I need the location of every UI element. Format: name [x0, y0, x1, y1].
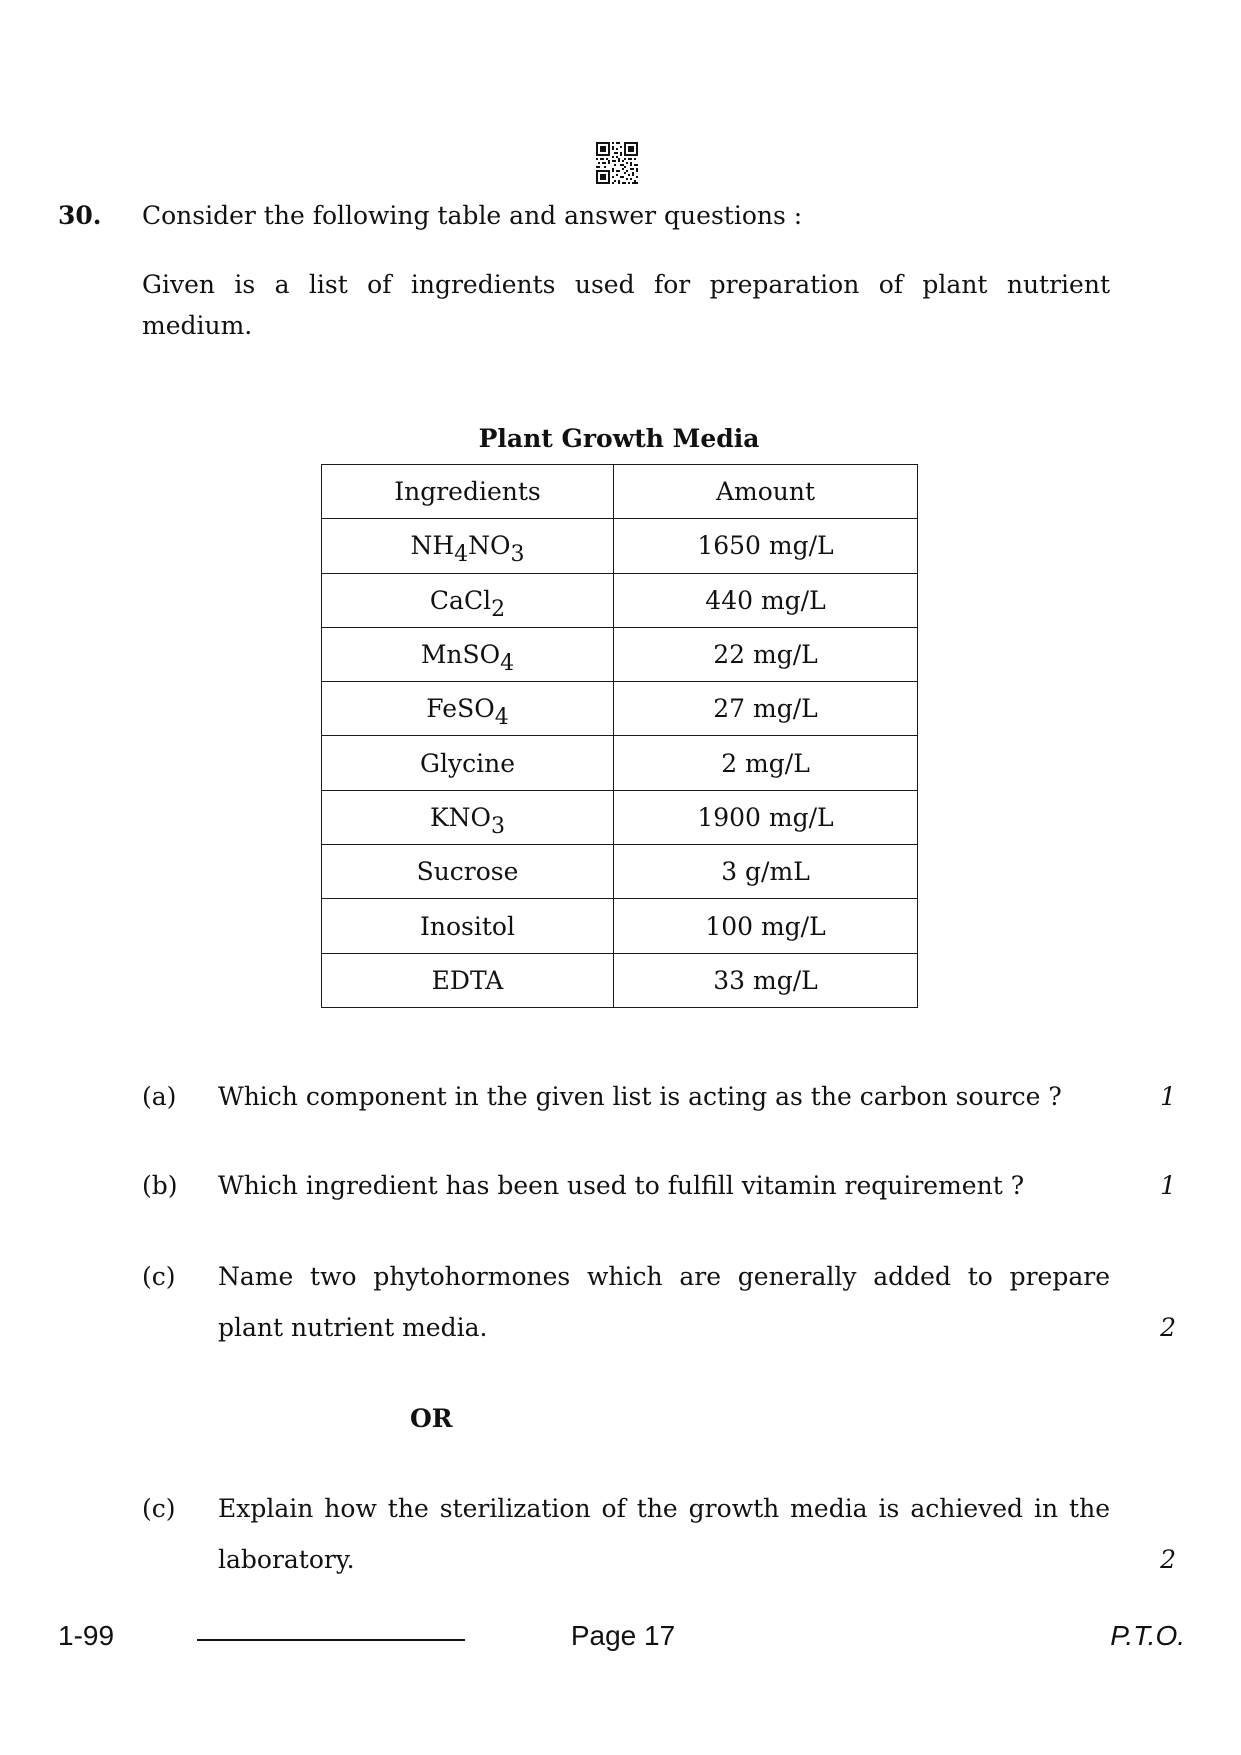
amount-cell: 3 g/mL	[614, 845, 918, 899]
table-row	[322, 845, 918, 899]
amount-cell: 1900 mg/L	[614, 790, 918, 844]
ingredient-cell	[322, 899, 614, 953]
ingredient-cell	[322, 736, 614, 790]
context-line: medium.	[142, 311, 253, 340]
table-row	[322, 573, 918, 627]
ingredient-cell	[322, 627, 614, 681]
marks-label: 2	[1160, 1312, 1176, 1342]
paper-code: 1-99	[58, 1620, 115, 1651]
ingredient-cell	[322, 682, 614, 736]
ingredient-cell	[322, 519, 614, 573]
formula-subscript: 4	[494, 705, 509, 731]
formula-subscript: 4	[500, 651, 515, 677]
formula-part: Sucrose	[416, 857, 519, 887]
formula-part: CaCl	[429, 585, 492, 615]
page-number: Page 17	[570, 1620, 676, 1651]
sub-question-label: (a)	[142, 1081, 177, 1111]
ingredient-cell	[322, 573, 614, 627]
question-context	[142, 264, 1110, 346]
formula-subscript: 3	[510, 542, 525, 568]
table-row	[322, 736, 918, 790]
sub-question-text	[218, 1251, 1110, 1353]
ingredient-cell	[322, 790, 614, 844]
please-turn-over: P.T.O.	[1110, 1620, 1185, 1651]
formula-part: NH	[410, 531, 455, 561]
sub-question-label: (b)	[142, 1170, 178, 1200]
formula-part: NO	[468, 531, 511, 561]
formula-part: EDTA	[431, 965, 504, 995]
amount-cell: 27 mg/L	[614, 682, 918, 736]
formula-part: Glycine	[420, 748, 515, 778]
table-row	[322, 519, 918, 573]
table-row	[322, 953, 918, 1007]
table-header-row	[322, 465, 918, 519]
sub-question-line: Which ingredient has been used to fulfill vitamin requirement ?	[218, 1170, 1025, 1200]
column-header-amount: Amount	[614, 465, 918, 519]
formula-subscript: 2	[491, 596, 506, 622]
sub-question-text	[218, 1160, 1110, 1211]
question-number: 30.	[58, 201, 102, 230]
formula-part: Inositol	[420, 911, 515, 941]
formula-subscript: 4	[454, 542, 469, 568]
sub-question-b	[142, 1160, 1176, 1211]
ingredient-cell	[322, 845, 614, 899]
ingredient-cell	[322, 953, 614, 1007]
amount-cell: 33 mg/L	[614, 953, 918, 1007]
formula-subscript: 3	[491, 813, 506, 839]
plant-growth-media-table	[321, 464, 918, 1008]
qr-code-icon	[596, 142, 638, 184]
amount-cell: 2 mg/L	[614, 736, 918, 790]
sub-question-label: (c)	[142, 1261, 176, 1291]
sub-question-a	[142, 1071, 1176, 1122]
amount-cell: 22 mg/L	[614, 627, 918, 681]
marks-label: 1	[1160, 1170, 1176, 1200]
amount-cell: 1650 mg/L	[614, 519, 918, 573]
table-title: Plant Growth Media	[478, 424, 760, 453]
column-header-ingredients: Ingredients	[322, 465, 614, 519]
amount-cell: 440 mg/L	[614, 573, 918, 627]
sub-question-label: (c)	[142, 1493, 176, 1523]
amount-cell: 100 mg/L	[614, 899, 918, 953]
sub-question-text	[218, 1483, 1110, 1585]
marks-label: 2	[1160, 1544, 1176, 1574]
sub-question-line: Explain how the sterilization of the growth media is achieved in the	[218, 1493, 1110, 1523]
sub-question-text	[218, 1071, 1110, 1122]
footer-rule	[197, 1639, 465, 1641]
question-prompt: Consider the following table and answer questions :	[142, 201, 803, 230]
formula-part: FeSO	[426, 694, 495, 724]
table-row	[322, 682, 918, 736]
or-label: OR	[410, 1404, 453, 1433]
sub-question-line: plant nutrient media.	[218, 1312, 488, 1342]
sub-question-line: Name two phytohormones which are generally added to prepare	[218, 1261, 1110, 1291]
formula-part: KNO	[429, 802, 492, 832]
sub-question-c	[142, 1251, 1176, 1353]
table-row	[322, 627, 918, 681]
context-line: Given is a list of ingredients used for preparation of plant nutrient	[142, 270, 1110, 299]
table-row	[322, 790, 918, 844]
sub-question-line: laboratory.	[218, 1544, 355, 1574]
sub-question-line: Which component in the given list is acting as the carbon source ?	[218, 1081, 1062, 1111]
formula-part: MnSO	[420, 640, 501, 670]
sub-question-c-alternative	[142, 1483, 1176, 1585]
marks-label: 1	[1160, 1081, 1176, 1111]
table-row	[322, 899, 918, 953]
